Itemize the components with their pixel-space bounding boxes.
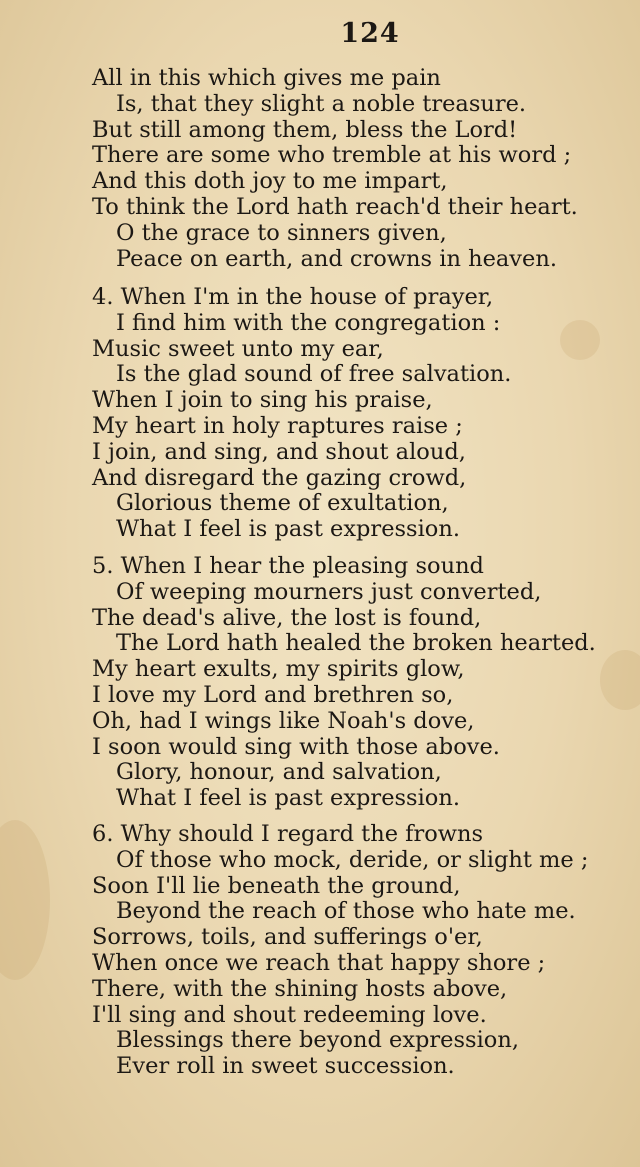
verse-line: Glory, honour, and salvation, (116, 759, 442, 786)
verse-line: To think the Lord hath reach'd their heart. (92, 193, 578, 220)
verse-line: I join, and sing, and shout aloud, (92, 438, 466, 465)
verse-line: Music sweet unto my ear, (92, 335, 384, 362)
verse-line: Is, that they slight a noble treasure. (116, 90, 527, 117)
verse-line: Blessings there beyond expression, (116, 1027, 519, 1054)
verse-line: But still among them, bless the Lord! (92, 116, 518, 143)
page-number: 124 (340, 18, 400, 49)
verse-line: And disregard the gazing crowd, (92, 464, 467, 491)
verse-line: Of weeping mourners just converted, (116, 578, 542, 605)
verse-line: The dead's alive, the lost is found, (92, 604, 482, 631)
verse-line: Soon I'll lie beneath the ground, (92, 872, 461, 899)
verse-line: Peace on earth, and crowns in heaven. (116, 245, 557, 272)
verse (92, 285, 637, 543)
verse (92, 554, 637, 812)
verse-line: And this doth joy to me impart, (92, 168, 448, 195)
verse-line: Is the glad sound of free salvation. (116, 361, 512, 388)
verse-line: My heart exults, my spirits glow, (92, 656, 465, 683)
paper-stain (0, 820, 50, 980)
verse-line: My heart in holy raptures raise ; (92, 412, 463, 439)
verse-line: There, with the shining hosts above, (92, 975, 508, 1002)
verse-line: 4. When I'm in the house of prayer, (92, 284, 494, 310)
verse-line: Ever roll in sweet succession. (116, 1053, 455, 1080)
verse-line: The Lord hath healed the broken hearted. (116, 630, 596, 657)
verse-line: All in this which gives me pain (92, 65, 441, 91)
verse-line: There are some who tremble at his word ; (92, 142, 572, 169)
verse-line: I love my Lord and brethren so, (92, 681, 454, 708)
verse-line: Of those who mock, deride, or slight me ; (116, 846, 589, 873)
verse-line: O the grace to sinners given, (116, 219, 447, 246)
verse-line: Beyond the reach of those who hate me. (116, 898, 576, 925)
verse-line: 6. Why should I regard the frowns (92, 821, 484, 847)
verse-line: I'll sing and shout redeeming love. (92, 1001, 487, 1028)
verse (92, 822, 637, 1080)
verse-line: I find him with the congregation : (116, 309, 501, 336)
verse-line: I soon would sing with those above. (92, 733, 500, 760)
verse-line: Sorrows, toils, and sufferings o'er, (92, 924, 483, 951)
verse-line: Oh, had I wings like Noah's dove, (92, 707, 475, 734)
verse-line: What I feel is past expression. (116, 785, 460, 812)
verse-line: When once we reach that happy shore ; (92, 949, 546, 976)
verse-line: When I join to sing his praise, (92, 387, 433, 414)
verse-line: What I feel is past expression. (116, 516, 460, 543)
verse (92, 66, 637, 272)
verse-line: 5. When I hear the pleasing sound (92, 553, 484, 579)
verse-line: Glorious theme of exultation, (116, 490, 449, 517)
